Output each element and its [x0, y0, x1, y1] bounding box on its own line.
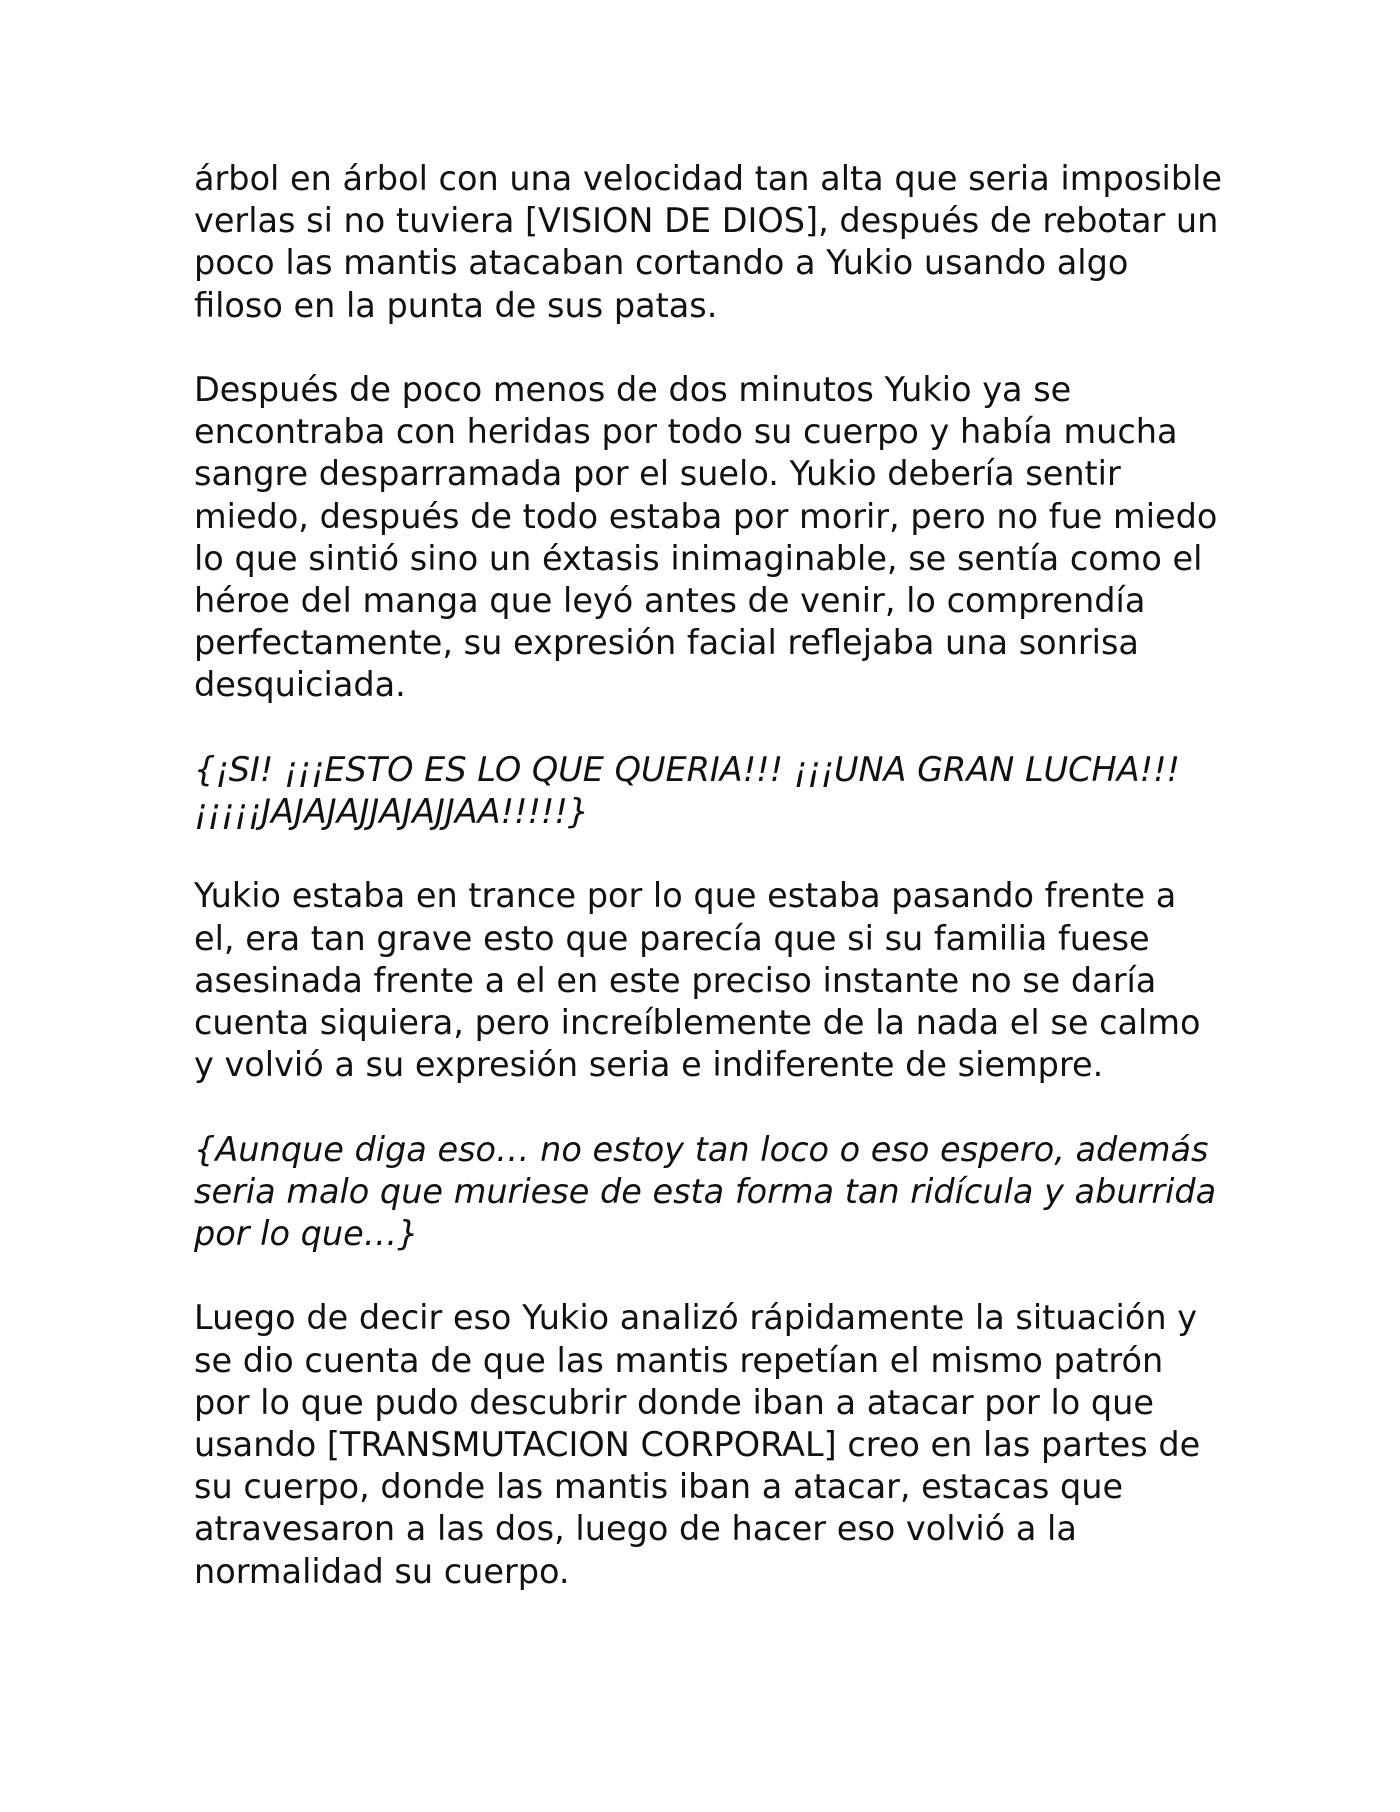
page-body-text: [194, 158, 1224, 1635]
paragraph-2: Después de poco menos de dos minutos Yukio ya se encontraba con heridas por todo su cuerpo y había mucha sangre desparramada por el suelo. Yukio debería sentir miedo, después de todo estaba por morir, pero no fue miedo lo que sintió sino un éxtasis inimaginable, se sentía como el héroe del manga que leyó antes de venir, lo comprendía perfectamente, su expresión facial reflejaba una sonrisa desquiciada.: [194, 370, 1218, 705]
paragraph-1: árbol en árbol con una velocidad tan alta que seria imposible verlas si no tuviera [VISION DE DIOS], después de rebotar un poco las mantis atacaban cortando a Yukio usando algo filoso en la punta de sus patas.: [194, 159, 1223, 325]
paragraph-3-thought: {¡SI! ¡¡¡ESTO ES LO QUE QUERIA!!! ¡¡¡UNA GRAN LUCHA!!! ¡¡¡¡¡JAJAJAJJAJAJJAA!!!!!}: [194, 749, 1180, 832]
paragraph-4: Yukio estaba en trance por lo que estaba pasando frente a el, era tan grave esto que parecía que si su familia fuese asesinada frente a el en este preciso instante no se daría cuenta siquiera, pero increíblemente de la nada el se calmo y volvió a su expresión seria e indiferente de siempre.: [194, 876, 1201, 1085]
paragraph-6: Luego de decir eso Yukio analizó rápidamente la situación y se dio cuenta de que las mantis repetían el mismo patrón por lo que pudo descubrir donde iban a atacar por lo que usando [TRANSMUTACION CORPORAL] creo en las partes de su cuerpo, donde las mantis iban a atacar, estacas que atravesaron a las dos, luego de hacer eso volvió a la normalidad su cuerpo.: [194, 1298, 1201, 1591]
paragraph-5-thought: {Aunque diga eso… no estoy tan loco o eso espero, además seria malo que muriese de esta forma tan ridícula y aburrida por lo que…}: [194, 1129, 1217, 1254]
